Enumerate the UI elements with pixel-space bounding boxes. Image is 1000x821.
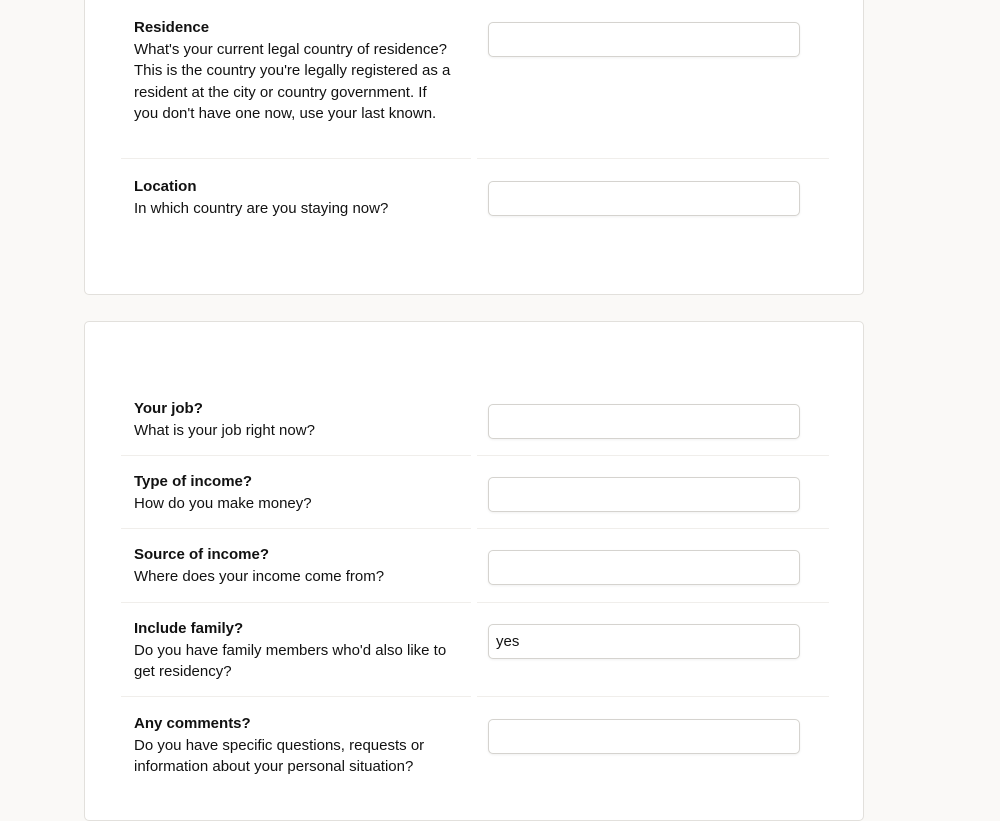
residence-description: What's your current legal country of residence? This is the country you're legally registered as a resident at the city or country government. If you don't have one now, use your last known. [134,40,451,122]
income-type-question: Type of income? [134,473,253,490]
job-label [134,398,454,441]
family-input[interactable] [488,624,800,659]
work-card [84,321,864,821]
job-question: Your job? [134,400,203,417]
job-input[interactable] [488,404,800,439]
row-divider [121,696,829,697]
comments-question: Any comments? [134,715,251,732]
location-row [121,176,829,236]
income-source-description: Where does your income come from? [134,567,385,585]
location-question: Location [134,178,197,195]
location-input[interactable] [488,181,800,216]
family-label [134,618,454,683]
comments-row [121,713,829,783]
row-divider [121,528,829,529]
family-description: Do you have family members who'd also like to get residency? [134,641,447,680]
row-divider [121,602,829,603]
residence-row [121,17,829,159]
residence-input[interactable] [488,22,800,57]
family-row [121,618,829,697]
income-type-label [134,471,454,514]
income-source-question: Source of income? [134,546,270,563]
residence-label [134,17,454,125]
row-divider [121,158,829,159]
income-source-input[interactable] [488,550,800,585]
family-question: Include family? [134,620,244,637]
location-description: In which country are you staying now? [134,199,389,217]
income-type-row [121,471,829,529]
job-description: What is your job right now? [134,421,315,439]
income-source-label [134,544,454,587]
income-source-row [121,544,829,603]
row-divider [121,455,829,456]
income-type-description: How do you make money? [134,494,312,512]
comments-label [134,713,454,778]
location-card [84,0,864,295]
comments-description: Do you have specific questions, requests or information about your personal situation? [134,736,425,775]
comments-input[interactable] [488,719,800,754]
job-row [121,398,829,456]
location-label [134,176,454,219]
income-type-input[interactable] [488,477,800,512]
residence-question: Residence [134,19,210,36]
